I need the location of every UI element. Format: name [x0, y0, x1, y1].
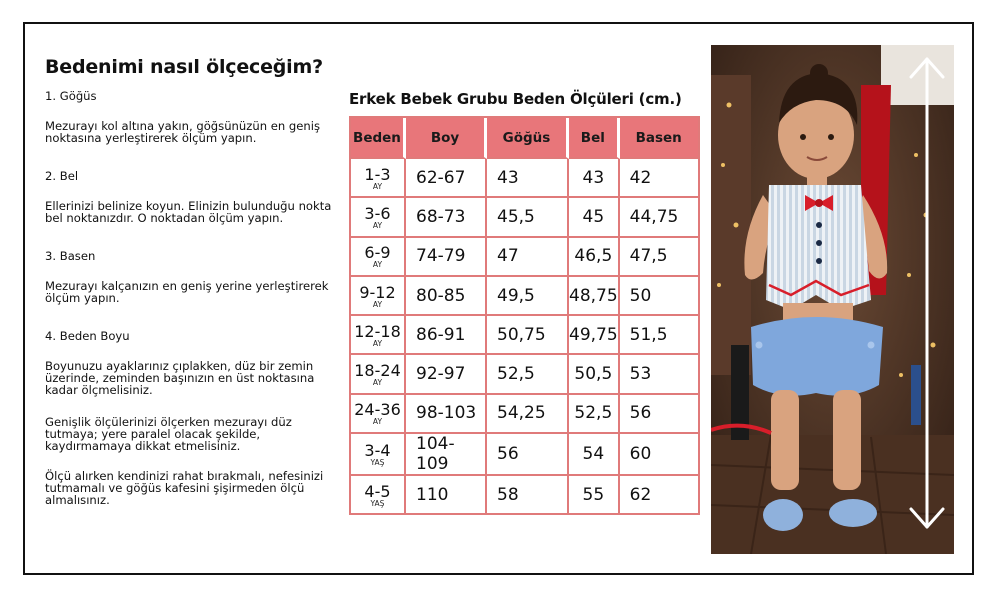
cell-bel: 43 [569, 159, 620, 198]
cell-boy: 98-103 [406, 395, 487, 434]
size-cell [351, 355, 406, 394]
header-beden: Beden [351, 118, 406, 159]
size-label: 24-36 [354, 400, 401, 420]
header-basen: Basen [620, 118, 700, 159]
size-label: 3-4 [364, 441, 391, 461]
cell-gogus: 56 [487, 434, 569, 476]
cell-bel: 54 [569, 434, 620, 476]
guide-paragraph: 4. Beden Boyu [45, 329, 130, 343]
table-row [351, 395, 700, 434]
guide-paragraph: Genişlik ölçülerinizi ölçerken mezurayı düz tutmaya; yere paralel olacak şekilde, kaydırmamaya dikkat etmelisiniz. [45, 415, 292, 453]
cell-bel: 55 [569, 476, 620, 515]
size-unit: AY [372, 260, 383, 270]
guide-paragraph: 2. Bel [45, 169, 79, 183]
size-label: 18-24 [354, 361, 401, 381]
guide-paragraph: Ellerinizi belinize koyun. Elinizin bulunduğu nokta bel noktanızdır. O noktadan ölçüm yapın. [45, 199, 332, 225]
table-row [351, 198, 700, 237]
table-row [351, 316, 700, 355]
cell-boy: 68-73 [406, 198, 487, 237]
size-label: 4-5 [364, 481, 391, 501]
header-gogus: Göğüs [487, 118, 569, 159]
cell-basen: 42 [620, 159, 700, 198]
cell-basen: 50 [620, 277, 700, 316]
size-table [349, 116, 700, 515]
cell-boy: 104-109 [406, 434, 487, 476]
cell-basen: 60 [620, 434, 700, 476]
cell-basen: 56 [620, 395, 700, 434]
size-unit: AY [372, 299, 383, 309]
size-unit: AY [372, 338, 383, 348]
size-cell [351, 159, 406, 198]
size-cell [351, 277, 406, 316]
guide-paragraph: 1. Göğüs [45, 89, 97, 103]
size-unit: AY [372, 378, 383, 388]
table-row [351, 238, 700, 277]
size-label: 1-3 [364, 164, 391, 184]
cell-boy: 92-97 [406, 355, 487, 394]
table-row [351, 159, 700, 198]
guide-paragraph: Mezurayı kalçanızın en geniş yerine yerleştirerek ölçüm yapın. [45, 279, 329, 305]
baby-model-photo [711, 45, 954, 554]
size-cell [351, 434, 406, 476]
cell-boy: 86-91 [406, 316, 487, 355]
measurement-guide [45, 56, 335, 506]
cell-bel: 46,5 [569, 238, 620, 277]
cell-basen: 53 [620, 355, 700, 394]
size-unit: YAŞ [370, 458, 385, 468]
size-label: 12-18 [354, 321, 401, 341]
cell-boy: 110 [406, 476, 487, 515]
table-header-row [351, 118, 700, 159]
cell-gogus: 43 [487, 159, 569, 198]
cell-basen: 51,5 [620, 316, 700, 355]
size-label: 3-6 [364, 203, 391, 223]
cell-bel: 50,5 [569, 355, 620, 394]
header-boy: Boy [406, 118, 487, 159]
guide-paragraph: 3. Basen [45, 249, 96, 263]
cell-gogus: 49,5 [487, 277, 569, 316]
header-bel: Bel [569, 118, 620, 159]
size-unit: AY [372, 181, 383, 191]
cell-gogus: 50,75 [487, 316, 569, 355]
size-cell [351, 395, 406, 434]
cell-bel: 48,75 [569, 277, 620, 316]
size-cell [351, 198, 406, 237]
cell-basen: 62 [620, 476, 700, 515]
table-row [351, 277, 700, 316]
size-unit: YAŞ [370, 498, 385, 508]
table-body [351, 159, 700, 515]
size-cell [351, 238, 406, 277]
cell-gogus: 45,5 [487, 198, 569, 237]
guide-paragraphs [45, 90, 335, 506]
size-cell [351, 316, 406, 355]
table-row [351, 355, 700, 394]
size-label: 6-9 [364, 243, 391, 263]
size-unit: AY [372, 220, 383, 230]
cell-boy: 74-79 [406, 238, 487, 277]
cell-gogus: 52,5 [487, 355, 569, 394]
cell-boy: 62-67 [406, 159, 487, 198]
size-unit: AY [372, 417, 383, 427]
cell-bel: 52,5 [569, 395, 620, 434]
guide-paragraph: Mezurayı kol altına yakın, göğsünüzün en geniş noktasına yerleştirerek ölçüm yapın. [45, 119, 320, 145]
table-row [351, 434, 700, 476]
cell-gogus: 58 [487, 476, 569, 515]
guide-paragraph: Boyunuzu ayaklarınız çıplakken, düz bir zemin üzerinde, zeminden başınızın en üst noktasına kadar ölçmelisiniz. [45, 359, 315, 397]
cell-boy: 80-85 [406, 277, 487, 316]
cell-basen: 47,5 [620, 238, 700, 277]
cell-gogus: 47 [487, 238, 569, 277]
size-cell [351, 476, 406, 515]
guide-title: Bedenimi nasıl ölçeceğim? [45, 56, 323, 78]
photo-illustration [711, 45, 954, 554]
table-title: Erkek Bebek Grubu Beden Ölçüleri (cm.) [349, 90, 682, 108]
guide-paragraph: Ölçü alırken kendinizi rahat bırakmalı, nefesinizi tutmamalı ve göğüs kafesini şişirmeden ölçü almalısınız. [45, 469, 324, 507]
cell-bel: 45 [569, 198, 620, 237]
cell-bel: 49,75 [569, 316, 620, 355]
table-row [351, 476, 700, 515]
cell-gogus: 54,25 [487, 395, 569, 434]
size-label: 9-12 [359, 282, 396, 302]
cell-basen: 44,75 [620, 198, 700, 237]
